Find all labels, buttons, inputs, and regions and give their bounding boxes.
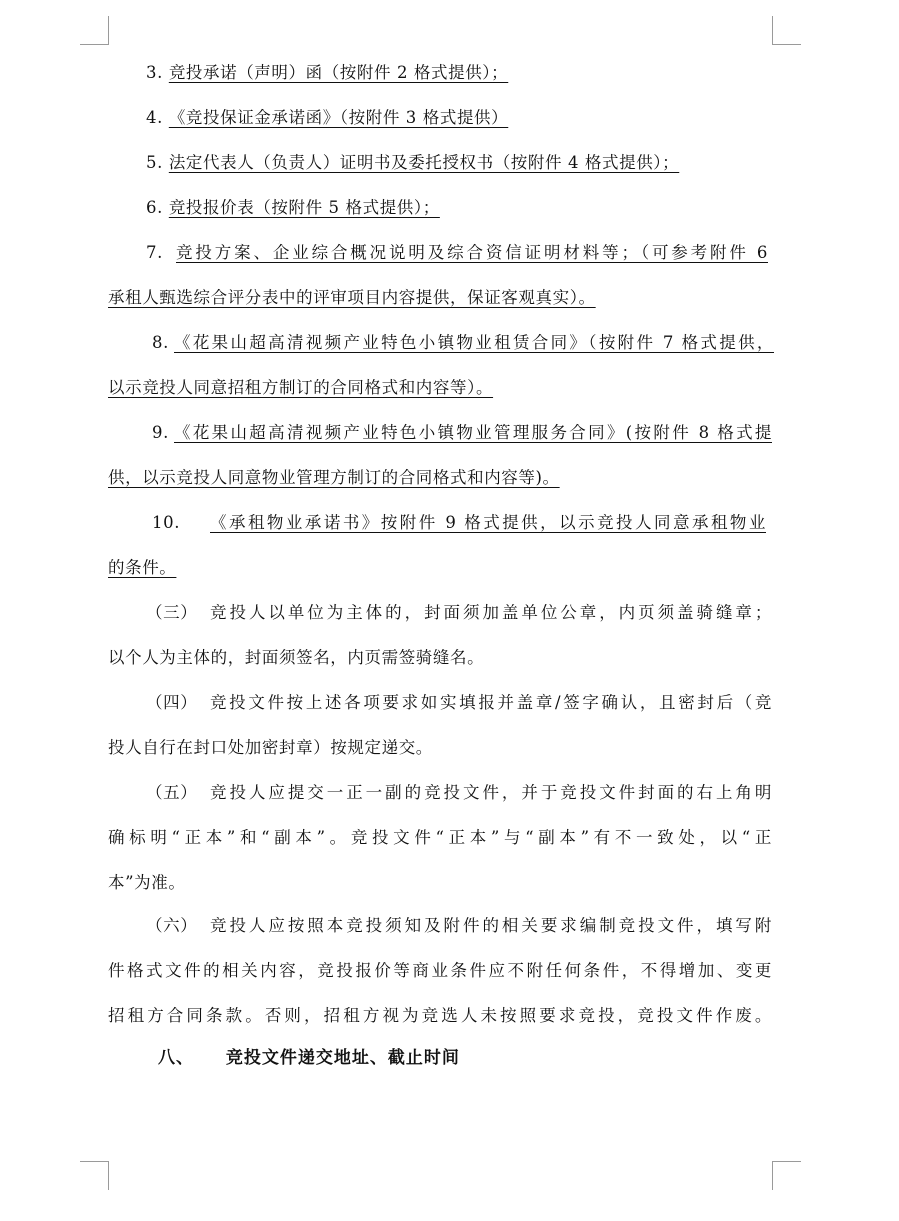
paragraph-line-1: 竞投文件按上述各项要求如实填报并盖章/签字确认，且密封后（竞 xyxy=(210,693,772,712)
item-text-line-2: 以示竞投人同意招租方制订的合同格式和内容等）。 xyxy=(108,378,494,397)
list-item-3 xyxy=(146,61,508,85)
paragraph-line-1: 竞投人应提交一正一副的竞投文件，并于竞投文件封面的右上角明 xyxy=(210,783,772,802)
item-number: 5. xyxy=(146,153,163,172)
crop-mark-bottom-left xyxy=(80,1161,109,1190)
item-number: 9. xyxy=(152,423,169,442)
paragraph-label: （六） xyxy=(146,916,198,935)
item-text-line-2: 供，以示竞投人同意物业管理方制订的合同格式和内容等)。 xyxy=(108,468,560,487)
item-text-line-1: 《花果山超高清视频产业特色小镇物业租赁合同》（按附件 7 格式提供， xyxy=(174,333,774,352)
crop-mark-top-right xyxy=(772,16,801,45)
item-number: 10. xyxy=(152,513,181,532)
paragraph-line-2: 以个人为主体的，封面须签名，内页需签骑缝名。 xyxy=(108,648,485,667)
item-text: 竞投报价表（按附件 5 格式提供）； xyxy=(168,198,440,217)
paragraph-line-3: 招租方合同条款。否则，招租方视为竞选人未按照要求竞投，竞投文件作废。 xyxy=(108,1006,772,1025)
item-text-line-2: 的条件。 xyxy=(108,558,177,577)
item-text-line-1: 竞投方案、企业综合概况说明及综合资信证明材料等；（可参考附件 6 xyxy=(176,243,768,262)
item-text-line-1: 《花果山超高清视频产业特色小镇物业管理服务合同》(按附件 8 格式提 xyxy=(174,423,772,442)
paragraph-line-2: 件格式文件的相关内容，竞投报价等商业条件应不附任何条件，不得增加、变更 xyxy=(108,961,772,980)
item-number: 4. xyxy=(146,108,163,127)
item-number: 6. xyxy=(146,198,163,217)
paragraph-label: （三） xyxy=(146,603,198,622)
paragraph-line-2: 确标明“正本”和“副本”。竞投文件“正本”与“副本”有不一致处，以“正 xyxy=(108,828,772,847)
item-text-line-1: 《承租物业承诺书》按附件 9 格式提供，以示竞投人同意承租物业 xyxy=(210,513,766,532)
list-item-6 xyxy=(146,196,440,220)
paragraph-line-3: 本”为准。 xyxy=(108,873,186,892)
section-title: 竞投文件递交地址、截止时间 xyxy=(225,1048,460,1068)
crop-mark-bottom-right xyxy=(772,1161,801,1190)
paragraph-line-1: 竞投人以单位为主体的，封面须加盖单位公章，内页须盖骑缝章； xyxy=(210,603,772,622)
crop-mark-top-left xyxy=(80,16,109,45)
item-number: 8. xyxy=(152,333,169,352)
list-item-5 xyxy=(146,151,679,175)
paragraph-line-2: 投人自行在封口处加密封章）按规定递交。 xyxy=(108,738,433,757)
item-number: 3. xyxy=(146,63,163,82)
item-text: 《竞投保证金承诺函》（按附件 3 格式提供） xyxy=(168,108,509,127)
item-number: 7. xyxy=(146,243,163,262)
list-item-4 xyxy=(146,106,508,130)
item-text: 竞投承诺（声明）函（按附件 2 格式提供）； xyxy=(168,63,509,82)
section-number: 八、 xyxy=(158,1048,194,1068)
paragraph-line-1: 竞投人应按照本竞投须知及附件的相关要求编制竞投文件，填写附 xyxy=(210,916,772,935)
item-text: 法定代表人（负责人）证明书及委托授权书（按附件 4 格式提供）； xyxy=(168,153,680,172)
section-heading xyxy=(158,1046,460,1070)
paragraph-label: （四） xyxy=(146,693,198,712)
item-text-line-2: 承租人甄选综合评分表中的评审项目内容提供，保证客观真实）。 xyxy=(108,288,596,307)
paragraph-label: （五） xyxy=(146,783,198,802)
